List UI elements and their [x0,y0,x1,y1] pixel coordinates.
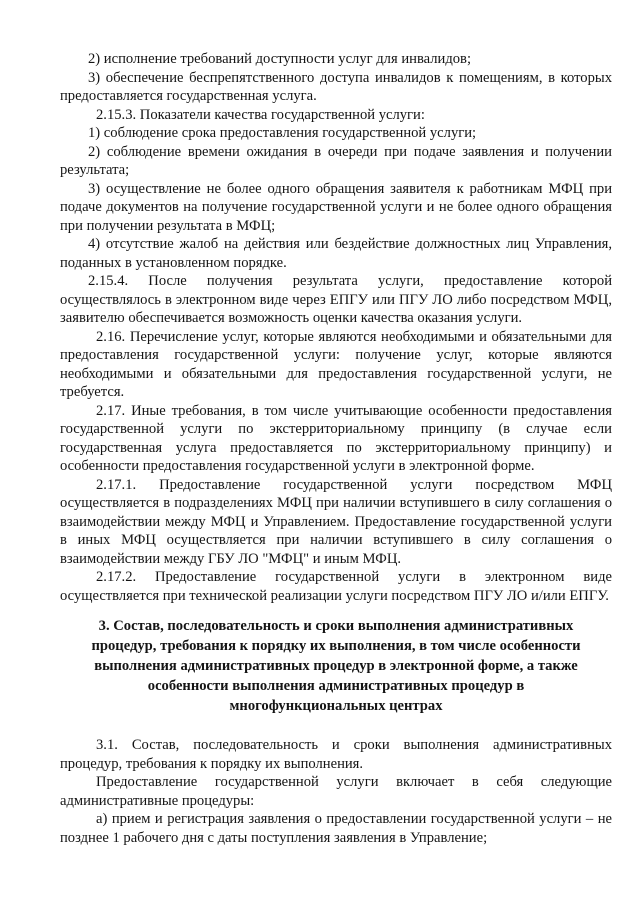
paragraph-procedures-list-intro: Предоставление государственной услуги включает в себя следующие административные процедуры: [60,774,612,809]
paragraph-quality-indicators: 2.15.3. Показатели качества государственной услуги: [96,106,425,123]
paragraph-procedures-composition: 3.1. Состав, последовательность и сроки выполнения административных процедур, требования к порядку их выполнения. [60,737,612,772]
paragraph-no-complaints: 4) отсутствие жалоб на действия или бездействие должностных лиц Управления, поданных в установленном порядке. [60,236,612,271]
paragraph-deadline-compliance: 1) соблюдение срока предоставления государственной услуги; [88,125,477,141]
paragraph-quality-assessment: 2.15.4. После получения результата услуги, предоставление которой осуществлялось в электронном виде через ЕПГУ или ПГУ ЛО либо посредством МФЦ, заявителю обеспечивается возможность оценки качества оказания услуги. [60,273,612,326]
paragraph-accessibility-requirements: 2) исполнение требований доступности услуг для инвалидов; [88,51,472,67]
section-heading: 3. Состав, последовательность и сроки выполнения административных процедур, требования к порядку их выполнения, в том числе особенности выполнения административных процедур в электронной форме, а также особенности выполнения административных процедур в многофункциональных центрах [91,618,581,714]
paragraph-procedure-a: а) прием и регистрация заявления о предоставлении государственной услуги – не позднее 1 рабочего дня с даты поступления заявления в Управление; [60,811,612,846]
paragraph-mfc-provision: 2.17.1. Предоставление государственной услуги посредством МФЦ осуществляется в подразделениях МФЦ при наличии вступившего в силу соглашения о взаимодействии между МФЦ и Управлением. Предоставление государственной услуги в иных МФЦ осуществляется при наличии вступившего в силу соглашения о взаимодействии между ГБУ ЛО "МФЦ" и иным МФЦ. [60,476,612,567]
paragraph-mandatory-services: 2.16. Перечисление услуг, которые являются необходимыми и обязательными для предоставления государственной услуги: получение услуг, которые являются необходимыми и обязательными для предоставления государственной услуги, не требуется. [60,328,612,400]
paragraph-single-visit: 3) осуществление не более одного обращения заявителя к работникам МФЦ при подаче документов на получение государственной услуги и не более одного обращения при получении результата в МФЦ; [60,180,612,234]
section-spacer [60,716,612,736]
paragraph-unobstructed-access: 3) обеспечение беспрепятственного доступа инвалидов к помещениям, в которых предоставляется государственная услуга. [60,69,612,104]
paragraph-other-requirements: 2.17. Иные требования, в том числе учитывающие особенности предоставления государственной услуги по экстерриториальному принципу (в случае если государственная услуга предоставляется по экстерриториальному принципу) и особенности предоставления государственной услуги в электронной форме. [60,402,612,474]
paragraph-waiting-time: 2) соблюдение времени ожидания в очереди при подаче заявления и получении результата; [60,143,612,178]
paragraph-electronic-provision: 2.17.2. Предоставление государственной услуги в электронном виде осуществляется при технической реализации услуги посредством ПГУ ЛО и/или ЕПГУ. [60,569,612,604]
